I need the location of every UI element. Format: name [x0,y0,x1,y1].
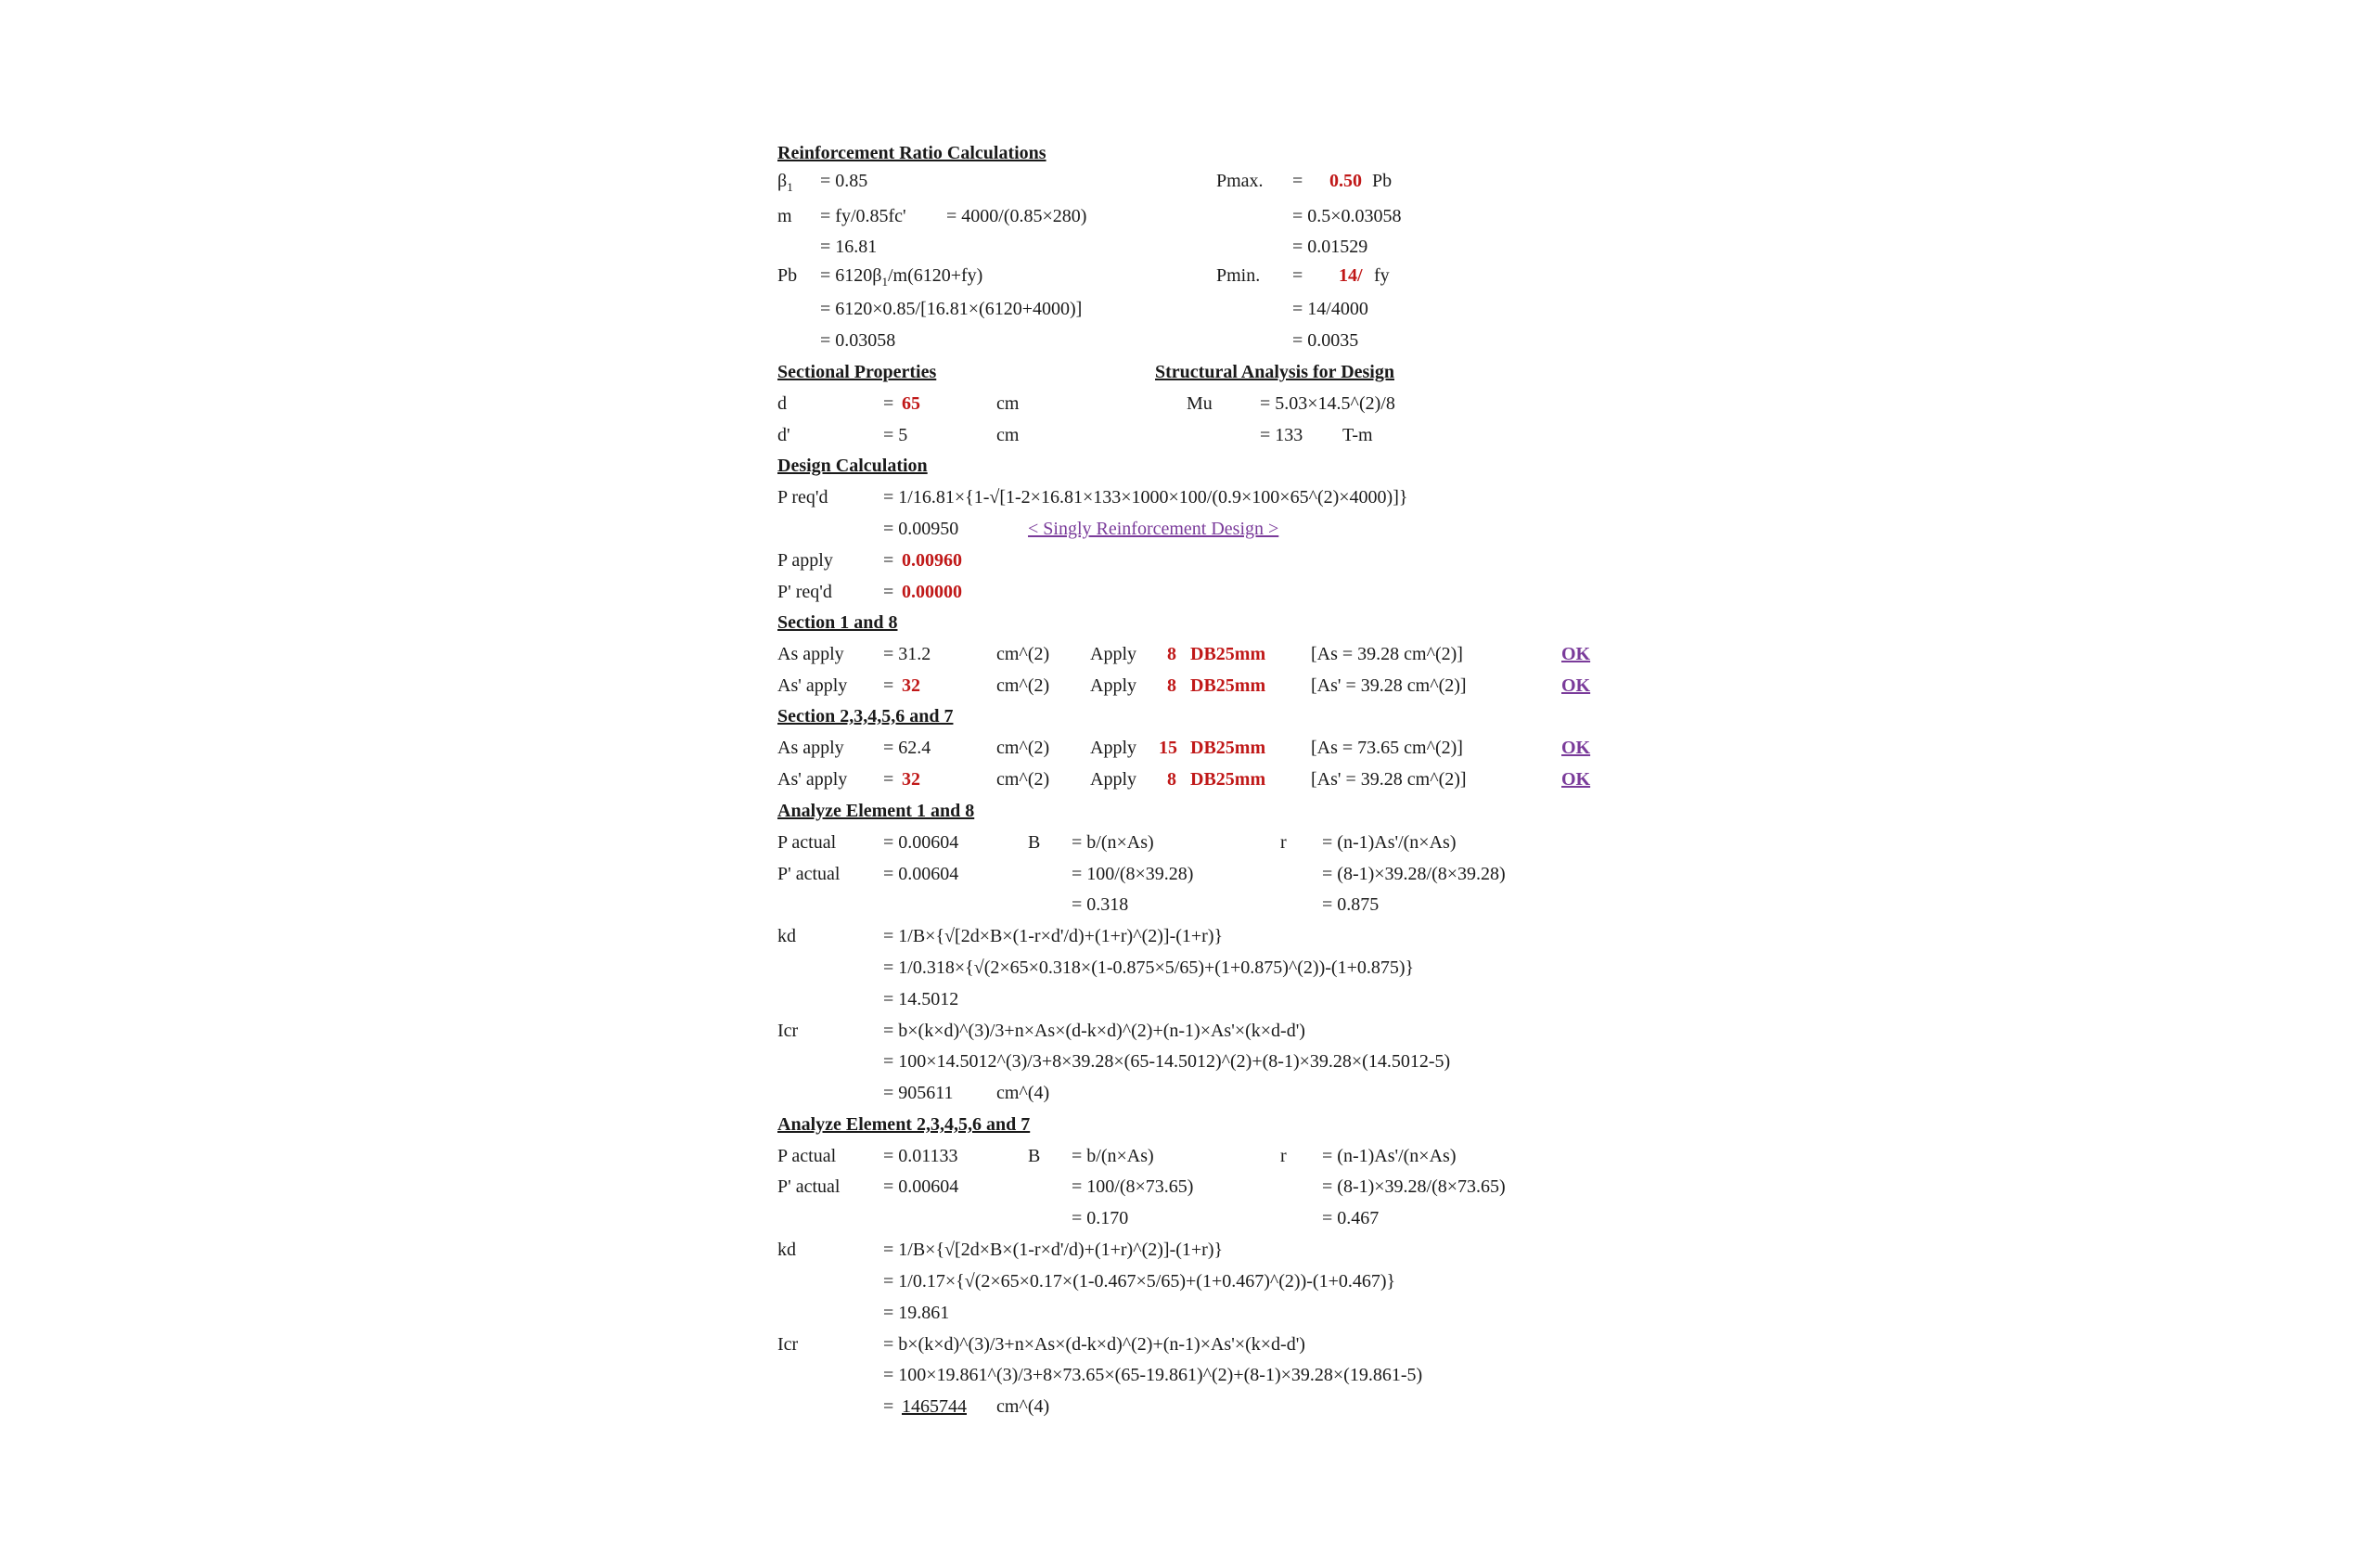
el18-pactual-value: = 0.00604 [883,832,959,853]
dprime-unit: cm [996,425,1020,445]
el27-icr-substitution: = 100×19.861^(3)/3+8×73.65×(65-19.861)^(2)+(8-1)×39.28×(19.861-5) [883,1365,1423,1385]
sec18-asp-eq: = [883,675,894,696]
sec18-as-label: As apply [777,644,844,664]
el27-b-label: B [1028,1146,1041,1166]
el18-r-value: = 0.875 [1322,894,1380,915]
pb-formula: = $6120\beta_1/m(6120+fy)$ [820,265,983,289]
el18-b-value: = 0.318 [1072,894,1129,915]
sec27-as-label: As apply [777,738,844,758]
el18-r-formula: = (n-1)As'/(n×As) [1322,832,1457,853]
dprime-value: = 5 [883,425,908,445]
pmax-unit: Pb [1372,171,1393,191]
el18-kd-label: kd [777,926,796,946]
el27-r-value: = 0.467 [1322,1208,1380,1228]
el18-icr-substitution: = 100×14.5012^(3)/3+8×39.28×(65-14.5012)^(2)+(8-1)×39.28×(14.5012-5) [883,1051,1451,1072]
mu-label: Mu [1187,393,1213,414]
papply-eq: = [883,550,894,571]
el27-pactual-label: P actual [777,1146,837,1166]
el18-r-label: r [1280,832,1287,853]
section18-heading: Section 1 and 8 [777,612,898,633]
sec27-asp-unit: cm^(2) [996,769,1050,790]
pb-value: = 0.03058 [820,330,896,351]
el18-pactual-label: P actual [777,832,837,853]
sec18-asp-provided: [As' = 39.28 cm^(2)] [1311,675,1467,696]
sec18-asp-count: 8 [1167,675,1176,696]
beta-label: $\beta_1$ [777,171,793,194]
design-heading: Design Calculation [777,456,928,476]
el27-kd-label: kd [777,1240,796,1260]
sec18-asp-ok-link[interactable]: OK [1561,675,1591,696]
sec27-asp-eq: = [883,769,894,790]
d-eq: = [883,393,894,414]
sec27-asp-ok-link[interactable]: OK [1561,769,1591,790]
pmax-factor: 0.50 [1329,171,1362,191]
sec27-as-value: = 62.4 [883,738,931,758]
el27-r-label: r [1280,1146,1287,1166]
sec27-as-apply: Apply [1090,738,1136,758]
el18-icr-value: = 905611 [883,1083,954,1103]
el27-kd-formula: = 1/B×{√[2d×B×(1-r×d'/d)+(1+r)^(2)]-(1+r)} [883,1240,1224,1260]
el27-r-substitution: = (8-1)×39.28/(8×73.65) [1322,1176,1506,1197]
ppreq-value: 0.00000 [902,582,962,602]
papply-value: 0.00960 [902,550,962,571]
ppreq-label: P' req'd [777,582,832,602]
el27-icr-label: Icr [777,1334,799,1355]
m-value: = 16.81 [820,237,878,257]
el18-b-formula: = b/(n×As) [1072,832,1154,853]
element18-heading: Analyze Element 1 and 8 [777,801,975,821]
section27-heading: Section 2,3,4,5,6 and 7 [777,706,954,726]
sec18-as-unit: cm^(2) [996,644,1050,664]
sec18-as-apply: Apply [1090,644,1136,664]
el18-b-label: B [1028,832,1041,853]
sec18-asp-unit: cm^(2) [996,675,1050,696]
pmax-value: = 0.01529 [1292,237,1368,257]
element27-heading: Analyze Element 2,3,4,5,6 and 7 [777,1114,1031,1135]
d-label: d [777,393,787,414]
preq-formula: = 1/16.81×{1-√[1-2×16.81×133×1000×100/(0.9×100×65^(2)×4000)]} [883,487,1408,508]
el27-r-formula: = (n-1)As'/(n×As) [1322,1146,1457,1166]
m-formula: = fy/0.85fc' [820,206,906,226]
sec18-asp-value: 32 [902,675,920,696]
el18-b-substitution: = 100/(8×39.28) [1072,864,1194,884]
el18-kd-value: = 14.5012 [883,989,959,1009]
el18-kd-substitution: = 1/0.318×{√(2×65×0.318×(1-0.875×5/65)+(1+0.875)^(2))-(1+0.875)} [883,958,1415,978]
el18-ppactual-value: = 0.00604 [883,864,959,884]
el27-icr-eq: = [883,1396,894,1417]
dprime-label: d' [777,425,790,445]
mu-unit: T-m [1342,425,1373,445]
analysis-heading: Structural Analysis for Design [1155,362,1394,382]
pmax-label: Pmax. [1216,171,1264,191]
section-props-heading: Sectional Properties [777,362,937,382]
sec27-as-count: 15 [1159,738,1177,758]
ppreq-eq: = [883,582,894,602]
pmin-factor: 14/ [1339,265,1363,286]
pb-label: Pb [777,265,798,286]
el27-ppactual-value: = 0.00604 [883,1176,959,1197]
preq-label: P req'd [777,487,828,508]
el18-icr-label: Icr [777,1021,799,1041]
el27-ppactual-label: P' actual [777,1176,841,1197]
d-value: 65 [902,393,920,414]
el27-kd-substitution: = 1/0.17×{√(2×65×0.17×(1-0.467×5/65)+(1+0.467)^(2))-(1+0.467)} [883,1271,1396,1292]
el27-kd-value: = 19.861 [883,1303,950,1323]
pb-substitution: = 6120×0.85/[16.81×(6120+4000)] [820,299,1083,319]
sec27-as-unit: cm^(2) [996,738,1050,758]
sec18-as-provided: [As = 39.28 cm^(2)] [1311,644,1463,664]
sec18-as-bar: DB25mm [1190,644,1266,664]
el27-b-substitution: = 100/(8×73.65) [1072,1176,1194,1197]
beta-value: = 0.85 [820,171,868,191]
sec27-as-bar: DB25mm [1190,738,1266,758]
ratio-heading: Reinforcement Ratio Calculations [777,143,1046,163]
sec18-as-ok-link[interactable]: OK [1561,644,1591,664]
el27-icr-unit: cm^(4) [996,1396,1050,1417]
papply-label: P apply [777,550,833,571]
sec18-as-value: = 31.2 [883,644,931,664]
pmin-substitution: = 14/4000 [1292,299,1368,319]
el18-icr-unit: cm^(4) [996,1083,1050,1103]
m-substitution: = 4000/(0.85×280) [946,206,1087,226]
singly-reinforcement-link[interactable]: < Singly Reinforcement Design > [1028,519,1279,539]
pmin-unit: fy [1374,265,1390,286]
pmin-label: Pmin. [1216,265,1261,286]
el18-kd-formula: = 1/B×{√[2d×B×(1-r×d'/d)+(1+r)^(2)]-(1+r)} [883,926,1224,946]
sec27-asp-label: As' apply [777,769,848,790]
sec27-as-ok-link[interactable]: OK [1561,738,1591,758]
el18-r-substitution: = (8-1)×39.28/(8×39.28) [1322,864,1506,884]
pmax-substitution: = 0.5×0.03058 [1292,206,1402,226]
pmin-value: = 0.0035 [1292,330,1359,351]
sec27-asp-apply: Apply [1090,769,1136,790]
sec27-asp-count: 8 [1167,769,1176,790]
el18-ppactual-label: P' actual [777,864,841,884]
sec18-asp-apply: Apply [1090,675,1136,696]
sec18-asp-label: As' apply [777,675,848,696]
pmax-eq: = [1292,171,1303,191]
el27-icr-value: 1465744 [902,1396,967,1417]
el27-b-formula: = b/(n×As) [1072,1146,1154,1166]
el18-icr-formula: = b×(k×d)^(3)/3+n×As×(d-k×d)^(2)+(n-1)×As'×(k×d-d') [883,1021,1305,1041]
sec27-asp-provided: [As' = 39.28 cm^(2)] [1311,769,1467,790]
el27-b-value: = 0.170 [1072,1208,1129,1228]
mu-value: = 133 [1260,425,1303,445]
preq-value: = 0.00950 [883,519,959,539]
sec18-asp-bar: DB25mm [1190,675,1266,696]
el27-icr-formula: = b×(k×d)^(3)/3+n×As×(d-k×d)^(2)+(n-1)×As'×(k×d-d') [883,1334,1305,1355]
sec27-asp-value: 32 [902,769,920,790]
d-unit: cm [996,393,1020,414]
mu-formula: = 5.03×14.5^(2)/8 [1260,393,1395,414]
sec18-as-count: 8 [1167,644,1176,664]
sec27-as-provided: [As = 73.65 cm^(2)] [1311,738,1463,758]
el27-pactual-value: = 0.01133 [883,1146,958,1166]
m-label: m [777,206,792,226]
pmin-eq: = [1292,265,1303,286]
sec27-asp-bar: DB25mm [1190,769,1266,790]
